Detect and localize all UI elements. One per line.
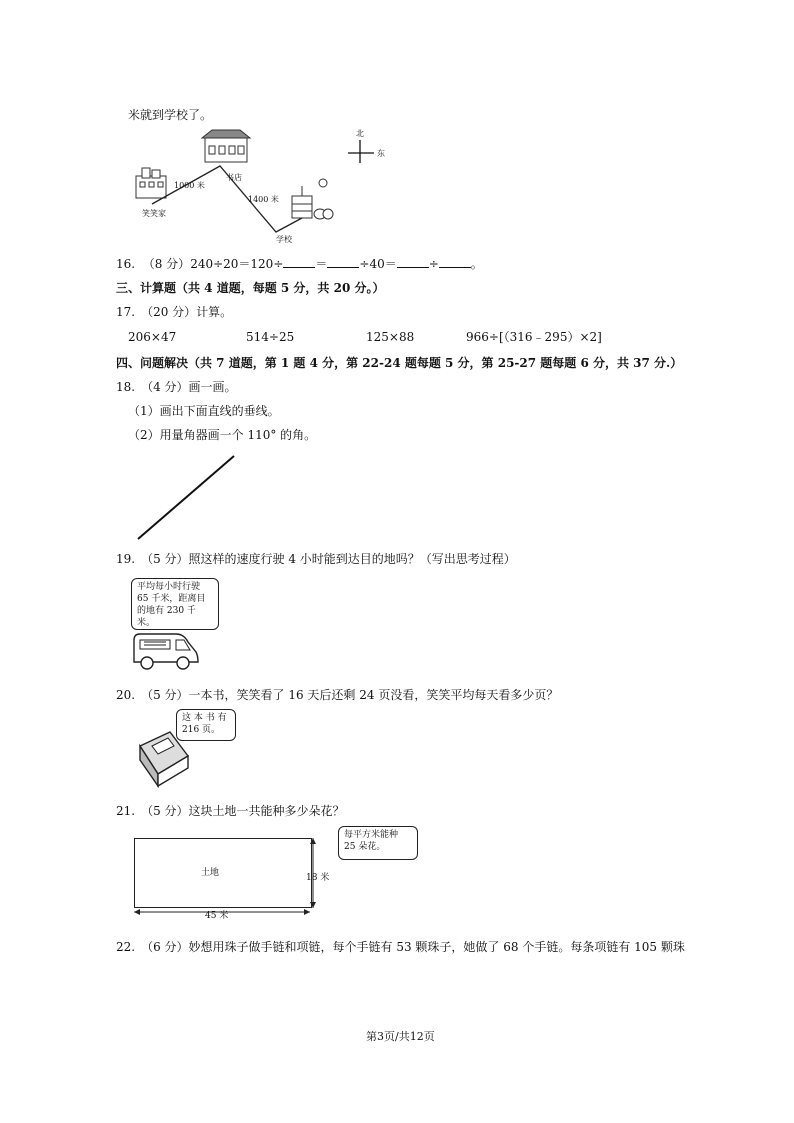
q18-sub-2: （2）用量角器画一个 110° 的角。 (128, 428, 317, 442)
calc-expression-3: 125×88 (366, 330, 415, 344)
q16-part5: 。 (470, 257, 483, 271)
book-speech-bubble: 这 本 书 有 216 页。 (176, 709, 236, 741)
calc-expression-2: 514÷25 (246, 330, 295, 344)
north-label: 北 (356, 129, 364, 138)
given-straight-line (138, 456, 234, 539)
calc-expression-4: 966÷[（316﹣295）×2] (466, 330, 602, 344)
route-map-figure (130, 128, 400, 246)
question-22: 22. （6 分）妙想用珠子做手链和项链，每个手链有 53 颗珠子，她做了 68 个手链。每条项链有 105 颗珠 (116, 940, 685, 954)
q16-part1: 240÷20＝120÷ (190, 257, 284, 271)
bookstore-icon (202, 130, 250, 162)
question-18: 18. （4 分）画一画。 (116, 380, 237, 394)
q18-line-figure (130, 450, 240, 545)
continued-text: 米就到学校了。 (128, 108, 213, 122)
question-21: 21. （5 分）这块土地一共能种多少朵花？ (116, 804, 345, 818)
land-label: 土地 (201, 868, 220, 878)
land-rectangle (134, 838, 312, 908)
q16-number: 16. (116, 257, 136, 271)
answer-blank-2[interactable] (327, 257, 359, 268)
flower-speech-bubble: 每平方米能种 25 朵花。 (338, 826, 418, 860)
compass-icon (348, 140, 374, 163)
school-icon (292, 179, 333, 219)
answer-blank-1[interactable] (283, 257, 315, 268)
house-icon (136, 168, 166, 198)
section-4-heading: 四、问题解决（共 7 道题，第 1 题 4 分，第 22-24 题每题 5 分，第 25-27 题每题 6 分，共 37 分.） (116, 356, 683, 370)
book-icon (132, 726, 196, 788)
distance-1-label: 1000 米 (174, 181, 205, 190)
width-label: 45 米 (205, 911, 229, 921)
question-20: 20. （5 分）一本书，笑笑看了 16 天后还剩 24 页没看，笑笑平均每天看多少页？ (116, 688, 559, 702)
van-icon (130, 628, 202, 674)
q16-part2: ＝ (315, 257, 328, 271)
height-label: 18 米 (306, 873, 330, 883)
distance-2-label: 1400 米 (248, 195, 279, 204)
question-19: 19. （5 分）照这样的速度行驶 4 小时能到达目的地吗？（写出思考过程） (116, 552, 516, 566)
calc-expression-1: 206×47 (128, 330, 177, 344)
answer-blank-4[interactable] (439, 257, 471, 268)
east-label: 东 (377, 149, 385, 158)
answer-blank-3[interactable] (397, 257, 429, 268)
question-16 (116, 257, 483, 271)
school-label: 学校 (276, 235, 292, 244)
speed-speech-bubble: 平均每小时行驶 65 千米，距离目的地有 230 千米。 (131, 578, 219, 630)
route-map-svg (130, 128, 400, 246)
q16-part4: ÷ (428, 257, 439, 271)
home-label: 笑笑家 (142, 209, 166, 218)
q16-part3: ÷40＝ (359, 257, 397, 271)
question-17: 17. （20 分）计算。 (116, 305, 233, 319)
q18-sub-1: （1）画出下面直线的垂线。 (128, 404, 280, 418)
bookstore-label: 书店 (226, 173, 242, 182)
section-3-heading: 三、计算题（共 4 道题，每题 5 分，共 20 分。） (116, 281, 385, 295)
q16-score: （8 分） (142, 257, 191, 271)
page-number-footer: 第3页/共12页 (366, 1030, 435, 1043)
